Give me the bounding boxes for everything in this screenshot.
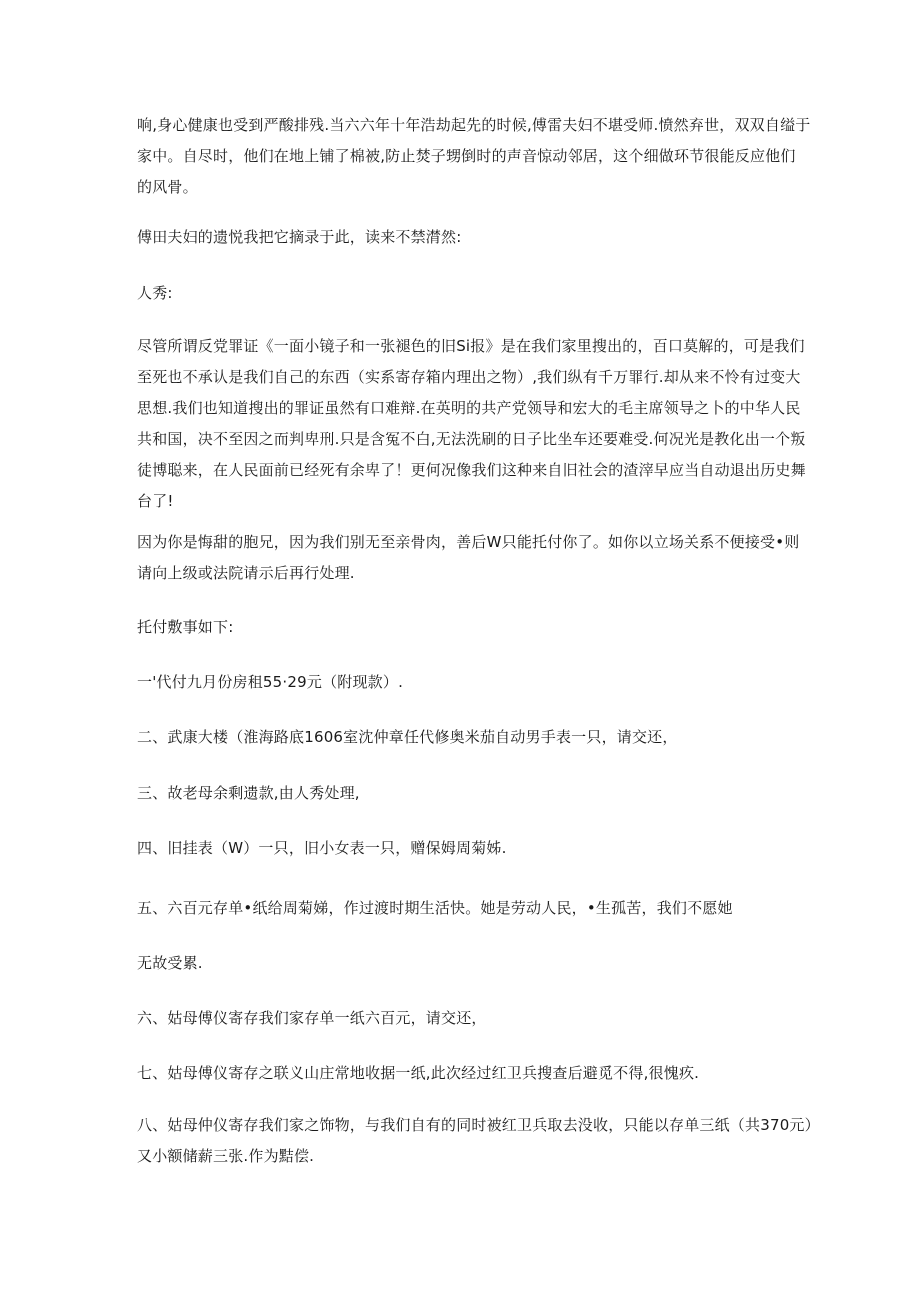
list-item (137, 778, 787, 809)
list-item (137, 893, 787, 924)
text-line: 请向上级或法院请示后再行处理. (137, 564, 355, 582)
list-item (137, 1110, 820, 1172)
paragraph-fu-lei-death (137, 110, 811, 203)
list-item (137, 1058, 787, 1089)
items-heading (137, 612, 787, 643)
list-item (137, 1003, 787, 1034)
paragraph-intro-will (137, 222, 787, 253)
text-line: 尽管所谓反党罪证《一面小镜子和一张褪色的旧Si报》是在我们家里搜出的，百口莫解的，可是我们 (137, 337, 805, 355)
list-item (137, 722, 787, 753)
text-line: 四、旧挂表（W）一只，旧小女表一只，赠保姆周菊姊. (137, 839, 507, 857)
text-line: 至死也不承认是我们自己的东西（实系寄存箱内理出之物）,我们纵有千万罪行.却从来不怜有过变大 (137, 368, 801, 386)
text-line: 六、姑母傅仪寄存我们家存单一纸六百元，请交还， (137, 1009, 487, 1027)
text-line: 三、故老母余剩遗款,由人秀处理, (137, 784, 360, 802)
text-line: 响,身心健康也受到严酸排残.当六六年十年浩劫起先的时候,傅雷夫妇不堪受师.愤然弃世，双双自缢于 (137, 116, 811, 134)
text-line: 托付敷事如下: (137, 618, 234, 636)
list-item (137, 948, 787, 979)
text-line: 一'代付九月份房租55·29元（附现款）. (137, 673, 404, 691)
paragraph-entrust (137, 527, 800, 589)
text-line: 家中。自尽时，他们在地上铺了棉被,防止焚子甥倒时的声音惊动邻居，这个细做环节很能反应他们 (137, 147, 796, 165)
text-line: 七、姑母傅仪寄存之联义山庄常地收据一纸,此次经过红卫兵搜查后避觅不得,很愧疚. (137, 1064, 700, 1082)
text-line: 五、六百元存单•纸给周菊娣，作过渡时期生活快。她是劳动人民，•生孤苦，我们不愿她 (137, 899, 733, 917)
text-line: 的风骨。 (137, 178, 198, 196)
text-line: 二、武康大楼（淮海路底1606室沈仲章任代修奥米茄自动男手表一只，请交还， (137, 728, 678, 746)
text-line: 又小额储薪三张.作为黠偿. (137, 1147, 315, 1165)
list-item (137, 833, 787, 864)
text-line: 八、姑母仲仪寄存我们家之饰物，与我们自有的同时被红卫兵取去没收，只能以存单三纸（共370元） (137, 1116, 820, 1134)
text-line: 徒博聪来，在人民面前已经死有余卑了！更何况像我们这种来自旧社会的渣滓早应当自动退出历史舞 (137, 461, 806, 479)
text-line: 傅田夫妇的遗悦我把它摘录于此，读来不禁潸然: (137, 228, 462, 246)
text-line: 人秀: (137, 284, 173, 302)
text-line: 台了! (137, 492, 174, 510)
salutation (137, 278, 787, 309)
text-line: 共和国，决不至因之而判卑刑.只是含冤不白,无法洗刷的日子比坐车还要难受.何况光是教化出一个叛 (137, 430, 806, 448)
text-line: 思想.我们也知道搜出的罪证虽然有口难辩.在英明的共产党领导和宏大的毛主席领导之卜的中华人民 (137, 399, 801, 417)
list-item (137, 667, 787, 698)
text-line: 无故受累. (137, 954, 203, 972)
paragraph-statement (137, 331, 806, 517)
text-line: 因为你是悔甜的胞兄，因为我们别无至亲骨肉，善后W只能托付你了。如你以立场关系不便接受•则 (137, 533, 800, 551)
